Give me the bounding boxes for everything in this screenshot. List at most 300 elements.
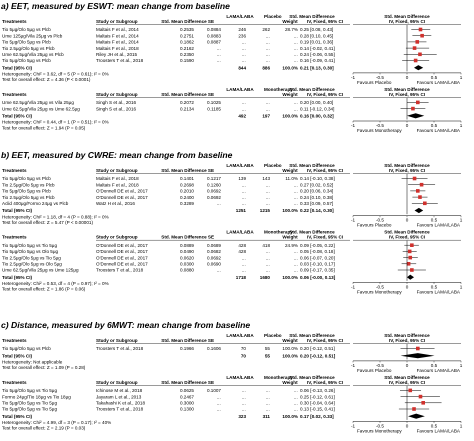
pooled-diamond	[408, 414, 425, 419]
favours-left-label: Favours Placebo	[357, 222, 392, 228]
x-tick-label: 0	[405, 284, 409, 290]
row-treatment: Tio 5μg/Olo 5μg vs Tio 5μg	[2, 406, 58, 412]
col-header-se: SE	[207, 379, 215, 385]
total-n2: 886	[262, 65, 270, 71]
x-tick-label: -0.5	[376, 123, 384, 128]
row-treatment: Tio 5μg/Olo 5μg vs Plcb	[2, 39, 51, 45]
row-smd: 0.1401	[179, 176, 194, 182]
effect-marker	[414, 59, 418, 63]
row-smd: 0.3000	[179, 400, 194, 406]
panel-title: b) EET, measured by CWRE: mean change from baseline	[1, 150, 233, 160]
row-n2: 55	[264, 346, 270, 352]
x-tick-label: -0.5	[376, 423, 384, 429]
ci-group-header: Std. Mean Difference	[289, 333, 335, 338]
row-study: Singh S et al., 2016	[96, 106, 137, 112]
row-n1: 246	[238, 27, 246, 33]
total-n2: 55	[264, 353, 270, 359]
row-n1: 70	[240, 346, 246, 352]
row-n2: …	[265, 394, 270, 400]
row-ci: 0.33 [0.09, 0.57]	[300, 201, 334, 206]
row-se: 0.0692	[206, 188, 221, 194]
row-treatment: Tio 5μg/Olo 5μg vs Plcb	[2, 176, 51, 182]
plot-group-header: Std. Mean Difference	[384, 14, 430, 19]
effect-marker	[415, 40, 419, 44]
effect-marker	[410, 243, 414, 247]
row-ci: 0.25 [0.08, 0.43]	[300, 27, 334, 33]
row-n1: …	[241, 194, 246, 200]
pooled-diamond	[415, 208, 424, 213]
row-study: Maltais F et al., 2018	[96, 182, 139, 188]
col-header-weight: Weight	[282, 168, 298, 173]
row-n1: …	[241, 182, 246, 188]
arm1-header: LAMA/LABA	[226, 333, 254, 338]
arm1-header: LAMA/LABA	[226, 163, 254, 168]
x-tick-label: -0.5	[376, 217, 384, 223]
row-weight: …	[293, 394, 298, 400]
x-tick-label: 1	[459, 284, 463, 290]
effect-marker	[408, 389, 412, 393]
row-weight: …	[293, 400, 298, 406]
row-treatment: Ume 62.5μg/Vila 25μg vs Ume 125μg	[2, 267, 79, 273]
row-n2: …	[265, 255, 270, 261]
arm1-header: LAMA/LABA	[226, 86, 254, 92]
row-n1: …	[241, 394, 246, 400]
col-header-ci: IV, Fixed, 95% CI	[306, 19, 344, 24]
effect-marker	[408, 250, 412, 254]
col-header-weight: Weight	[282, 91, 298, 97]
effect-marker	[416, 347, 420, 351]
x-tick-label: 1	[459, 74, 463, 80]
col-header-smd: Std. Mean Difference	[161, 19, 207, 24]
row-smd: 0.1862	[179, 39, 194, 45]
row-n2: 262	[262, 27, 270, 33]
pooled-diamond	[401, 353, 435, 358]
row-ci: 0.05 [-0.08, 0.18]	[300, 249, 335, 255]
row-treatment: Tio 2.5μg/Olo 5μg vs Plcb	[2, 45, 55, 51]
x-tick-label: -1	[350, 362, 356, 368]
arm2-header: Placebo	[264, 14, 282, 19]
x-tick-label: 0.5	[430, 123, 438, 128]
effect-marker	[418, 53, 422, 57]
total-n1: 70	[240, 353, 246, 359]
arm2-header: Placebo	[264, 333, 282, 338]
row-treatment: Tio 5μg/Olo 5μg vs Plcb	[2, 58, 51, 64]
row-treatment: Tio 2.5μg/Olo 5μg vs Tio 5μg	[2, 255, 61, 261]
row-study: O'Donnell DE et al., 2017	[96, 194, 148, 200]
favours-right-label: Favours LAMA/LABA	[416, 367, 460, 373]
row-treatment: Ume 125μg/Vila 25μg vs Plcb	[2, 33, 63, 39]
x-tick-label: 0	[405, 423, 409, 429]
row-treatment: Tio 5μg/Olo 5μg vs Tio 5μg	[2, 388, 58, 394]
row-weight: …	[293, 58, 298, 64]
row-weight: …	[293, 201, 298, 206]
arm2-header: Monotherapy	[264, 86, 293, 92]
total-n2: 1215	[259, 208, 270, 214]
row-smd: 0.0625	[179, 388, 194, 394]
row-treatment: Tio 5μg/Olo 5μg vs Tio 5μg	[2, 400, 58, 406]
row-weight: …	[293, 261, 298, 267]
row-ci: 0.13 [-0.15, 0.41]	[300, 406, 335, 412]
col-header-smd: Std. Mean Difference	[161, 168, 207, 173]
col-header-smd: Std. Mean Difference	[161, 338, 207, 343]
col-header-treatments: Treatments	[2, 379, 27, 385]
row-n2: …	[265, 267, 270, 273]
row-se: 0.1007	[206, 388, 221, 394]
panel-title: c) Distance, measured by 6MWT: mean change from baseline	[1, 320, 251, 330]
total-weight: 100.0%	[282, 113, 298, 119]
col-header-treatments: Treatments	[2, 338, 27, 343]
row-se: 0.0689	[206, 242, 221, 248]
row-smd: 0.0880	[179, 267, 194, 273]
heterogeneity-text: Heterogeneity: Chi² = 3.62, df = 5 (P = 0.61); I² = 0%	[2, 71, 109, 77]
total-ci: 0.06 [-0.00, 0.13]	[300, 274, 336, 280]
row-ci: 0.27 [0.02, 0.52]	[300, 182, 334, 188]
row-se: …	[216, 406, 221, 412]
row-n1: …	[241, 201, 246, 206]
col-header-treatments: Treatments	[2, 19, 27, 24]
favours-right-label: Favours LAMA/LABA	[416, 428, 460, 434]
x-tick-label: 0.5	[430, 423, 438, 429]
x-tick-label: -1	[350, 74, 356, 80]
row-smd: 0.2698	[179, 182, 194, 188]
row-ci: 0.09 [-0.05, 0.22]	[300, 242, 335, 248]
overall-effect-text: Test for overall effect: Z = 5.47 (P < 0.00001)	[2, 220, 93, 225]
col-header-study: Study or Subgroup	[96, 234, 138, 240]
x-tick-label: -1	[350, 284, 356, 290]
col-header-ci: IV, Fixed, 95% CI	[306, 168, 344, 173]
favours-left-label: Favours Monotherapy	[357, 428, 402, 434]
row-se: 0.0883	[206, 33, 221, 39]
row-se: 0.1185	[207, 106, 221, 112]
row-se: …	[216, 45, 221, 51]
row-smd: 0.2072	[179, 100, 194, 106]
plot-group-header: Std. Mean Difference	[384, 229, 430, 235]
row-treatment: Ume 62.5μg/Vila 25μg vs Ume 62.5μg	[2, 106, 80, 112]
row-smd: 0.2535	[179, 27, 194, 33]
overall-effect-text: Test for overall effect: Z = 1.86 (P = 0.06)	[2, 286, 86, 292]
col-header-se: SE	[207, 91, 215, 97]
row-se: 0.0692	[206, 194, 221, 200]
row-treatment: Tio 2.5μg/Olo 5μg vs Olo 5μg	[2, 261, 62, 267]
total-ci: 0.20 [-0.12, 0.51]	[300, 353, 336, 359]
row-study: Troosters T et al., 2018	[96, 267, 144, 273]
effect-marker	[419, 28, 423, 32]
effect-marker	[416, 101, 420, 105]
row-weight: …	[293, 33, 298, 39]
total-ci: 0.22 [0.14, 0.30]	[300, 208, 334, 214]
row-smd: 0.2467	[179, 394, 194, 400]
row-study: Maltais F et al., 2018	[96, 45, 139, 51]
row-se: …	[216, 267, 221, 273]
favours-left-label: Favours Monotherapy	[357, 128, 402, 133]
col-header-plot-ci: IV, Fixed, 95% CI	[388, 168, 426, 173]
row-study: Troosters T et al., 2018	[96, 58, 144, 64]
row-weight: 28.7%	[284, 27, 298, 33]
row-n1: …	[241, 267, 246, 273]
row-weight: …	[293, 182, 298, 188]
row-weight: …	[293, 100, 298, 106]
row-ci: 0.20 [0.00, 0.40]	[300, 100, 334, 106]
total-label: Total (95% CI)	[2, 208, 33, 214]
effect-marker	[420, 34, 424, 38]
total-weight: 100.0%	[282, 413, 298, 419]
col-header-treatments: Treatments	[2, 168, 27, 173]
total-label: Total (95% CI)	[2, 113, 33, 119]
row-ci: 0.11 [-0.12, 0.34]	[300, 106, 335, 112]
col-header-smd: Std. Mean Difference	[161, 379, 207, 385]
row-smd: 0.1590	[179, 58, 194, 64]
col-header-plot-ci: IV, Fixed, 95% CI	[388, 338, 426, 343]
effect-marker	[419, 395, 423, 399]
x-tick-label: 1	[459, 123, 463, 128]
total-n2: 311	[262, 413, 270, 419]
effect-marker	[420, 183, 424, 187]
row-n2: …	[265, 194, 270, 200]
col-header-study: Study or Subgroup	[96, 19, 138, 24]
row-n1: …	[241, 188, 246, 194]
favours-left-label: Favours Placebo	[357, 79, 392, 85]
total-ci: 0.21 [0.13, 0.30]	[300, 65, 334, 71]
row-weight: …	[293, 188, 298, 194]
arm2-header: Placebo	[264, 163, 282, 168]
total-n1: 844	[238, 65, 246, 71]
row-ci: 0.14 [-0.02, 0.41]	[300, 45, 335, 51]
row-study: Singh S et al., 2016	[96, 100, 137, 106]
x-tick-label: 0	[405, 217, 409, 223]
arm1-header: LAMA/LABA	[226, 229, 254, 235]
effect-marker	[421, 401, 425, 405]
row-treatment: Ume 62.5μg/Vila 25μg vs Plcb	[2, 52, 64, 57]
pooled-diamond	[407, 113, 424, 118]
row-n2: …	[265, 39, 270, 45]
col-header-smd: Std. Mean Difference	[161, 91, 207, 97]
row-smd: 0.2162	[179, 45, 194, 51]
x-tick-label: -1	[350, 423, 356, 429]
x-tick-label: -0.5	[376, 74, 384, 80]
total-weight: 100.0%	[282, 353, 298, 359]
effect-marker	[412, 407, 416, 411]
overall-effect-text: Test for overall effect: Z = 4.36 (P < 0.0001)	[2, 77, 91, 83]
row-ci: 0.28 [0.10, 0.45]	[300, 33, 334, 39]
favours-left-label: Favours Monotherapy	[357, 289, 402, 295]
favours-right-label: Favours LAMA/LABA	[416, 289, 460, 295]
row-n1: 236	[238, 33, 246, 39]
x-tick-label: 1	[459, 217, 463, 223]
col-header-smd: Std. Mean Difference	[161, 234, 207, 240]
x-tick-label: -1	[350, 123, 356, 128]
col-header-se: SE	[207, 168, 215, 173]
col-header-treatments: Treatments	[2, 234, 27, 240]
col-header-plot-ci: IV, Fixed, 95% CI	[388, 379, 426, 385]
col-header-ci: IV, Fixed, 95% CI	[306, 234, 344, 240]
col-header-study: Study or Subgroup	[96, 168, 138, 173]
row-n2: …	[265, 52, 270, 57]
row-ci: 0.24 [0.10, 0.38]	[300, 194, 334, 200]
row-smd: 0.2134	[179, 106, 194, 112]
favours-right-label: Favours LAMA/LABA	[416, 79, 460, 85]
panel-title: a) EET, measured by ESWT: mean change from baseline	[1, 1, 230, 11]
favours-right-label: Favours LAMA/LABA	[416, 222, 460, 228]
row-smd: 0.2010	[179, 188, 194, 194]
heterogeneity-text: Heterogeneity: Chi² = 4.99, df = 3 (P = 0.17); I² = 40%	[2, 420, 112, 426]
row-ci: 0.19 [0.01, 0.36]	[300, 39, 334, 45]
overall-effect-text: Test for overall effect: Z = 2.19 (P = 0.03)	[2, 425, 86, 431]
plot-group-header: Std. Mean Difference	[384, 86, 430, 92]
row-n2: …	[265, 388, 270, 394]
pooled-diamond	[414, 65, 423, 70]
col-header-weight: Weight	[282, 379, 298, 385]
total-n2: 197	[262, 113, 270, 119]
row-smd: 0.2400	[179, 194, 194, 200]
row-smd: 0.1966	[179, 346, 194, 352]
row-n1: …	[241, 45, 246, 51]
total-n1: 1718	[235, 274, 246, 280]
col-header-se: SE	[207, 19, 215, 24]
row-weight: 24.9%	[284, 242, 298, 248]
row-study: Riley JH et al., 2015	[96, 52, 138, 57]
row-n2: …	[265, 33, 270, 39]
x-tick-label: -0.5	[376, 362, 384, 368]
col-header-weight: Weight	[282, 19, 298, 24]
col-header-ci: IV, Fixed, 95% CI	[306, 338, 344, 343]
ci-group-header: Std. Mean Difference	[289, 163, 335, 168]
row-n2: …	[265, 182, 270, 188]
row-smd: 0.0490	[179, 249, 194, 255]
plot-group-header: Std. Mean Difference	[384, 163, 430, 168]
effect-marker	[418, 195, 422, 199]
row-study: O'Donnell DE et al., 2017	[96, 249, 148, 255]
row-n2: …	[265, 106, 270, 112]
row-treatment: Ume 62.5μg/Vila 25μg vs Vila 25μg	[2, 100, 74, 106]
row-treatment: Tio 2.5μg/Olo 5μg vs Plcb	[2, 182, 55, 188]
row-n1: …	[241, 388, 246, 394]
row-se: 0.0884	[206, 27, 221, 33]
row-n2: 143	[262, 176, 270, 182]
row-n1: …	[241, 400, 246, 406]
row-treatment: Tio 5μg/Olo 5μg vs Olo 5μg	[2, 249, 59, 255]
row-weight: …	[293, 194, 298, 200]
row-smd: 0.2350	[179, 52, 194, 57]
row-treatment: Tio 2.5μg/Olo 5μg vs Plcb	[2, 194, 55, 200]
row-study: O'Donnell DE et al., 2017	[96, 188, 148, 194]
total-label: Total (95% CI)	[2, 353, 33, 359]
row-se: …	[216, 58, 221, 64]
col-header-ci: IV, Fixed, 95% CI	[306, 379, 344, 385]
total-ci: 0.16 [0.00, 0.32]	[300, 113, 334, 119]
row-n2: …	[265, 406, 270, 412]
effect-marker	[410, 268, 414, 272]
total-n2: 1680	[259, 274, 270, 280]
row-smd: 0.1300	[179, 406, 194, 412]
effect-marker	[411, 107, 415, 111]
total-ci: 0.17 [0.02, 0.33]	[300, 413, 334, 419]
row-se: …	[216, 400, 221, 406]
row-study: O'Donnell DE et al., 2017	[96, 261, 148, 267]
row-n1: …	[241, 106, 246, 112]
row-study: Maltais F et al., 2014	[96, 33, 139, 39]
row-weight: …	[293, 249, 298, 255]
row-n1: …	[241, 52, 246, 57]
arm2-header: Monotherapy	[264, 374, 293, 380]
col-header-study: Study or Subgroup	[96, 91, 138, 97]
row-n2: …	[265, 100, 270, 106]
row-study: Troosters T et al., 2018	[96, 346, 144, 352]
row-ci: 0.30 [-0.04, 0.64]	[300, 400, 335, 406]
plot-group-header: Std. Mean Difference	[384, 374, 430, 380]
row-n2: …	[265, 261, 270, 267]
ci-group-header: Std. Mean Difference	[289, 229, 335, 235]
row-se: 0.0690	[206, 261, 221, 267]
x-tick-label: 0	[405, 74, 409, 80]
effect-marker	[413, 46, 417, 50]
row-study: Jayaram L et al., 2013	[96, 394, 142, 400]
row-weight: …	[293, 267, 298, 273]
col-header-plot-ci: IV, Fixed, 95% CI	[388, 91, 426, 97]
x-tick-label: 1	[459, 423, 463, 429]
row-se: 0.0887	[206, 39, 221, 45]
total-label: Total (95% CI)	[2, 65, 33, 71]
effect-marker	[407, 262, 411, 266]
arm1-header: LAMA/LABA	[226, 374, 254, 380]
row-n2: …	[265, 45, 270, 51]
row-se: …	[216, 394, 221, 400]
row-n1: …	[241, 406, 246, 412]
effect-marker	[416, 189, 420, 193]
total-n1: 492	[238, 113, 246, 119]
row-treatment: Tio 5μg/Olo 5μg vs Plcb	[2, 188, 51, 194]
col-header-ci: IV, Fixed, 95% CI	[306, 91, 344, 97]
row-se: 0.0682	[206, 249, 221, 255]
total-label: Total (95% CI)	[2, 413, 33, 419]
row-treatment: Formo 24μg/Tio 18μg vs Tio 18μg	[2, 394, 71, 400]
favours-right-label: Favours LAMA/LABA	[416, 128, 460, 133]
row-n1: …	[241, 58, 246, 64]
row-study: Troosters T et al., 2018	[96, 406, 144, 412]
row-weight: …	[293, 52, 298, 57]
total-weight: 100.0%	[282, 274, 298, 280]
row-n1: 139	[238, 176, 246, 182]
col-header-plot-ci: IV, Fixed, 95% CI	[388, 19, 426, 24]
row-smd: 0.2751	[179, 33, 194, 39]
row-study: Maltais F et al., 2014	[96, 39, 139, 45]
row-n1: 428	[238, 249, 246, 255]
x-tick-label: 1	[459, 362, 463, 368]
col-header-plot-ci: IV, Fixed, 95% CI	[388, 234, 426, 240]
x-tick-label: 0	[405, 362, 409, 368]
heterogeneity-text: Heterogeneity: Chi² = 0.44, df = 1 (P = 0.51); I² = 0%	[2, 119, 109, 125]
total-n1: 323	[238, 413, 246, 419]
row-weight: …	[293, 39, 298, 45]
x-tick-label: 0.5	[430, 362, 438, 368]
row-n2: …	[265, 249, 270, 255]
ci-group-header: Std. Mean Difference	[289, 86, 335, 92]
effect-marker	[408, 256, 412, 260]
row-n2: 418	[262, 242, 270, 248]
row-weight: 100.0%	[282, 346, 298, 352]
total-weight: 100.0%	[282, 208, 298, 214]
row-study: Watz H et al., 2016	[96, 201, 135, 206]
row-ci: 0.06 [-0.13, 0.26]	[300, 388, 335, 394]
row-weight: …	[293, 388, 298, 394]
row-se: 0.0692	[206, 255, 221, 261]
row-n1: …	[241, 255, 246, 261]
row-study: Ichinose M et al., 2018	[96, 388, 143, 394]
row-se: 0.1025	[206, 100, 221, 106]
row-weight: …	[293, 255, 298, 261]
row-weight: …	[293, 45, 298, 51]
row-smd: 0.0620	[179, 255, 194, 261]
overall-effect-text: Test for overall effect: Z = 1.09 (P = 0.28)	[2, 365, 86, 371]
